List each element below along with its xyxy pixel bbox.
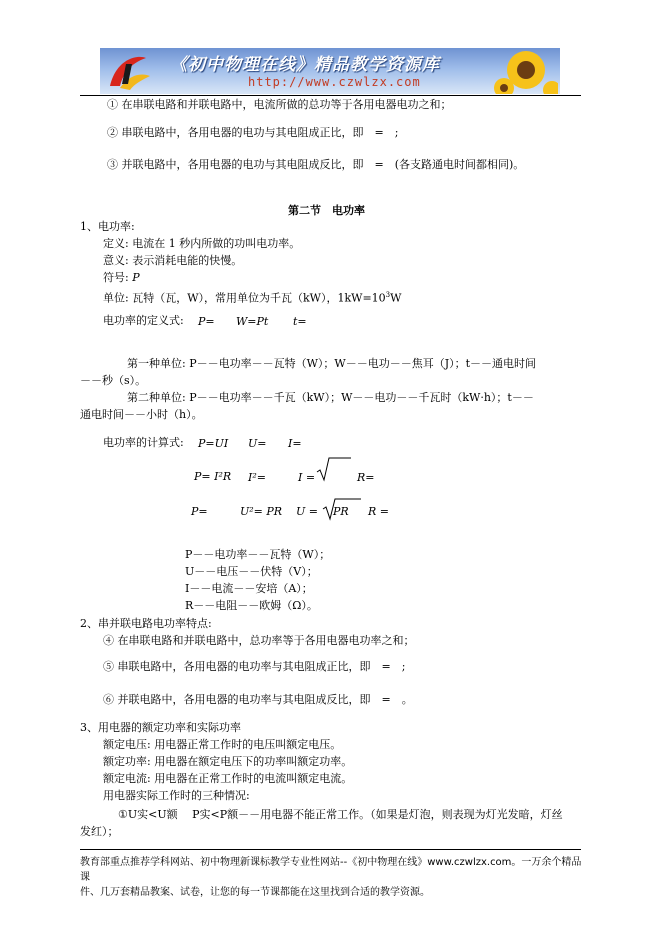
sqrt-symbol-icon [316,456,352,482]
footer-rule [80,849,581,850]
legend-line: P－－电功率－－瓦特（W）； [185,548,331,561]
section-title: 第二节 电功率 [288,204,365,217]
formula: R = [368,505,389,518]
formula: U²= PR [240,505,283,518]
list-item: ⑤ 串联电路中，各用电器的电功率与其电阻成正比，即 = ; [103,660,406,673]
formula: U = [296,505,318,518]
footer-line: 件、几万套精品教案、试卷，让您的每一节课都能在这里找到合适的教学资源。 [80,887,430,898]
section-heading: 3、用电器的额定功率和实际功率 [80,721,241,734]
formula: R= [357,471,375,484]
unit-line: －－秒（s）。 [80,374,147,387]
list-item: ③ 并联电路中，各用电器的电功与其电阻成反比，即 = (各支路通电时间都相同)。 [107,158,525,171]
list-item: ⑥ 并联电路中，各用电器的电功率与其电阻成反比，即 = 。 [103,693,413,706]
rated-voltage-text: 额定电压: 用电器正常工作时的电压叫额定电压。 [103,738,342,751]
list-item: ① 在串联电路和并联电路中，电流所做的总功等于各用电器电功之和； [107,98,452,111]
calc-formula-label: 电功率的计算式: [103,436,184,449]
banner-title: 《初中物理在线》精品教学资源库 [170,55,440,75]
meaning-text: 意义: 表示消耗电能的快慢。 [103,254,243,267]
formula: I²= [248,471,266,484]
three-cases-text: 用电器实际工作时的三种情况: [103,789,250,802]
unit-text: 单位: 瓦特（瓦，W），常用单位为千瓦（kW），$1kW=10^3W$ [103,291,402,305]
formula: I = [298,471,316,484]
rated-power-text: 额定功率: 用电器在额定电压下的功率叫额定功率。 [103,755,353,768]
legend-line: R－－电阻－－欧姆（Ω）。 [185,599,318,612]
definition-text: 定义: 电流在 1 秒内所做的功叫电功率。 [103,237,301,250]
list-item: ② 串联电路中，各用电器的电功与其电阻成正比，即 = ; [107,126,399,139]
symbol-text: 符号: P [103,271,140,284]
site-banner [100,48,560,94]
banner-url[interactable]: http://www.czwlzx.com [248,75,421,89]
unit-line: 通电时间－－小时（h）。 [80,408,203,421]
formula: W=Pt [236,315,269,328]
legend-line: U－－电压－－伏特（V）； [185,565,318,578]
formula: U= [248,437,267,450]
legend-line: I－－电流－－安培（A）； [185,582,313,595]
formula: P= I²R [194,470,232,483]
formula: P=UI [198,437,229,450]
header-rule [80,95,581,96]
section-heading: 1、电功率: [80,220,135,233]
rated-current-text: 额定电流: 用电器在正常工作时的电流叫额定电流。 [103,772,353,785]
case-line: 发红）； [80,825,119,838]
formula: t= [293,315,307,328]
sunflower-icon [494,48,558,94]
case-line: ①U实<U额 P实<P额－－用电器不能正常工作。（如果是灯泡，则表现为灯光发暗，灯丝 [118,808,563,821]
site-logo-icon [106,50,154,92]
unit-line: 第一种单位: P－－电功率－－瓦特（W）；W－－电功－－焦耳（J）；t－－通电时间 [127,357,537,370]
formula: P= [191,505,208,518]
footer-line: 教育部重点推荐学科网站、初中物理新课标教学专业性网站--《初中物理在线》www.czwlzx.com。一万余个精品课 [80,857,582,883]
formula: I= [288,437,302,450]
section-heading: 2、串并联电路电功率特点: [80,617,212,630]
footer [80,855,585,900]
unit-line: 第二种单位: P－－电功率－－千瓦（kW）；W－－电功－－千瓦时（kW·h）；t－－ [127,391,534,404]
formula: PR [333,505,349,518]
list-item: ④ 在串联电路和并联电路中，总功率等于各用电器电功率之和； [103,634,415,647]
definition-formula-label: 电功率的定义式: [103,314,184,327]
formula: P= [198,315,215,328]
